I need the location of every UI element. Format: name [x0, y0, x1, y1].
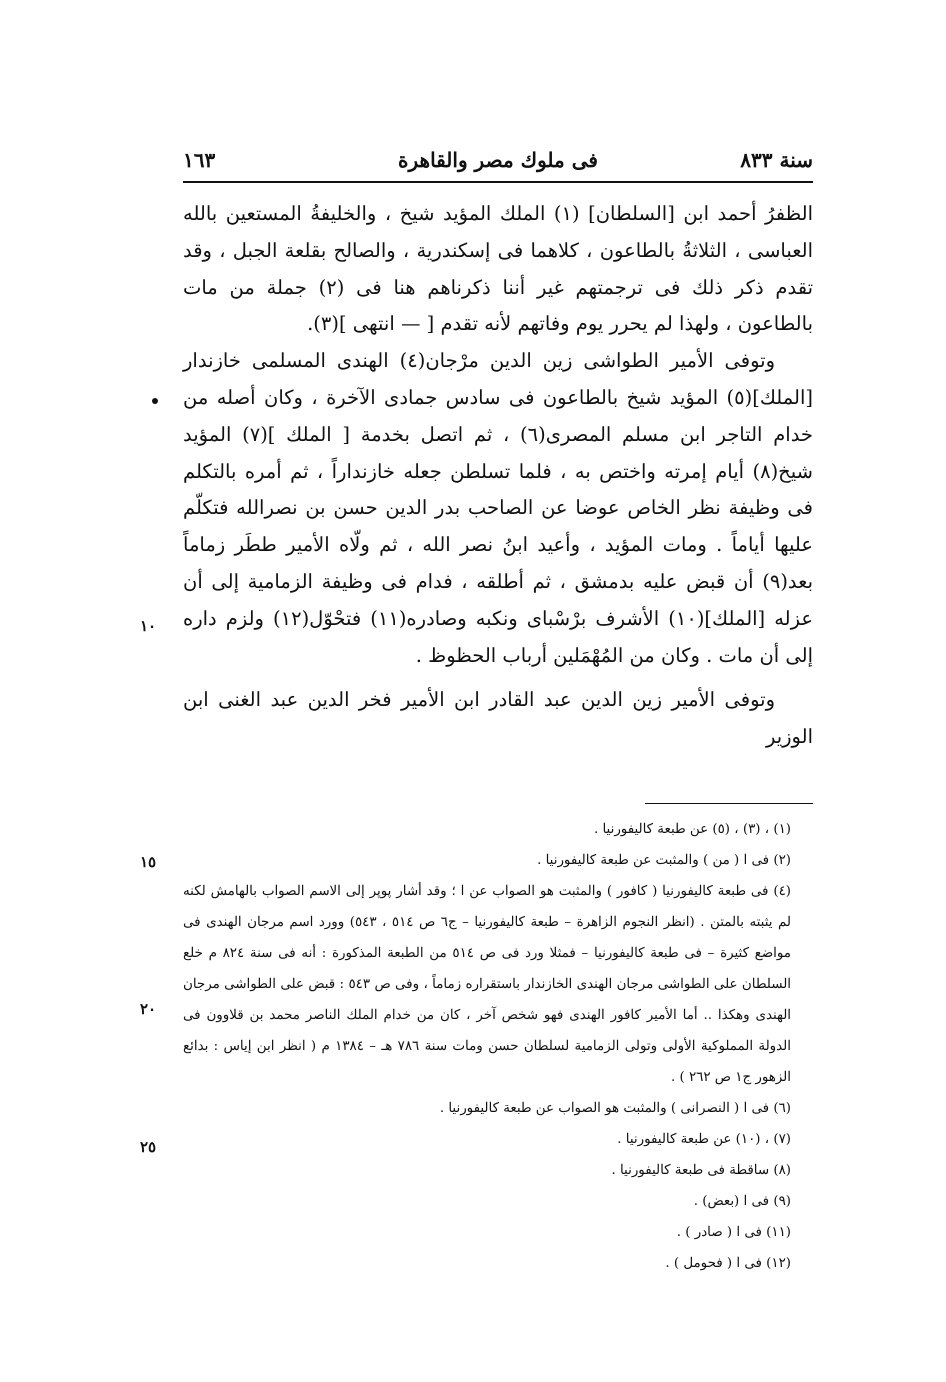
footnote: (٤) فى طبعة كاليفورنيا ( كافور ) والمثبت هو الصواب عن ا ؛ وقد أشار پوپر إلى الاسم الصواب بالهامش لكنه لم يثبته بالمتن . (انظر النجوم الزاهرة – طبعة كاليفورنيا – ج٦ ص ٥١٤ ، ٥٤٣) وورد اسم مرجان الهندى فى مواضع كثيرة – فى طبعة كاليفورنيا – فمثلا ورد فى ص ٥١٤ من الطبعة المذكورة : أنه فى سنة ٨٢٤ م خلع السلطان على الطواشى مرجان الهندى الخازندار باستقراره زماماً ، وفى ص ٥٤٣ : قبض على الطواشى مرجان الهندى وهكذا .. أما الأمير كافور الهندى فهو شخص آخر ، كان من خدام الملك الناصر محمد بن قلاوون فى الدولة المملوكية الأولى وتولى الزمامية لسلطان حسن ومات سنة ٧٨٦ هـ – ١٣٨٤ م ( انظر ابن إياس : بدائع الزهور ج١ ص ٢٦٢ ) .	[183, 884, 792, 1085]
footnote: (٢) فى ا ( من ) والمثبت عن طبعة كاليفورنيا .	[537, 853, 791, 868]
header-page-number: ١٦٣	[183, 148, 216, 172]
paragraph: وتوفى الأمير الطواشى زين الدين مرْجان(٤) الهندى المسلمى خازندار [الملك](٥) المؤيد شيخ بالطاعون فى سادس جمادى الآخرة ، وكان أصله من خدام التاجر ابن مسلم المصرى(٦) ، ثم اتصل بخدمة [ الملك ](٧) المؤيد شيخ(٨) أيام إمرته واختص به ، فلما تسلطن جعله خازنداراً ، ثم أمره بالتكلم فى وظيفة نظر الخاص عوضا عن الصاحب بدر الدين حسن بن نصرالله فتكلّم عليها أياماً . ومات المؤيد ، وأعيد ابنُ نصر الله ، ثم ولّاه الأمير ططَر زماماً بعد(٩) أن قبض عليه بدمشق ، ثم أطلقه ، فدام فى وظيفة الزمامية إلى أن عزله [الملك](١٠) الأشرف برْسْباى ونكبه وصادره(١١) فتحْوّل(١٢) ولزم داره إلى أن مات . وكان من المُهْمَلين أرباب الحظوظ .	[183, 349, 813, 667]
line-number-10: ١٠	[140, 617, 157, 635]
footnote: (١٢) فى ا ( فحومل ) .	[665, 1256, 791, 1271]
paragraph: الظفرُ أحمد ابن [السلطان] (١) الملك المؤيد شيخ ، والخليفةُ المستعين بالله العباسى ، الثلاثةُ بالطاعون ، كلاهما فى إسكندرية ، والصالح بقلعة الجبل ، وقد تقدم ذكر ذلك فى ترجمتهم غير أننا ذكرناهم هنا فى (٢) جملة من مات بالطاعون ، ولهذا لم يحرر يوم وفاتهم لأنه تقدم [ — انتهى ](٣).	[183, 202, 814, 336]
margin-bullet	[152, 398, 158, 404]
line-number-15: ١٥	[140, 853, 157, 871]
main-text	[183, 196, 813, 756]
footnote: (٦) فى ا ( النصرانى ) والمثبت هو الصواب عن طبعة كاليفورنيا .	[439, 1101, 791, 1116]
line-number-20: ٢٠	[140, 1000, 157, 1018]
header-year: سنة ٨٣٣	[740, 148, 813, 172]
footnote: (٩) فى ا (بعض) .	[693, 1194, 791, 1209]
footnotes	[183, 814, 813, 1279]
footnote: (٧) ، (١٠) عن طبعة كاليفورنيا .	[617, 1132, 791, 1147]
footnote: (٨) ساقطة فى طبعة كاليفورنيا .	[611, 1163, 791, 1178]
header-rule	[183, 181, 813, 183]
line-number-25: ٢٥	[140, 1138, 157, 1156]
paragraph: وتوفى الأمير زين الدين عبد القادر ابن الأمير فخر الدين عبد الغنى ابن الوزير	[183, 688, 813, 749]
header-title: فى ملوك مصر والقاهرة	[398, 148, 598, 172]
footnote: (١) ، (٣) ، (٥) عن طبعة كاليفورنيا .	[593, 822, 791, 837]
footnote-rule	[645, 803, 813, 804]
running-header	[183, 148, 813, 180]
footnote: (١١) فى ا ( صادر ) .	[676, 1225, 791, 1240]
